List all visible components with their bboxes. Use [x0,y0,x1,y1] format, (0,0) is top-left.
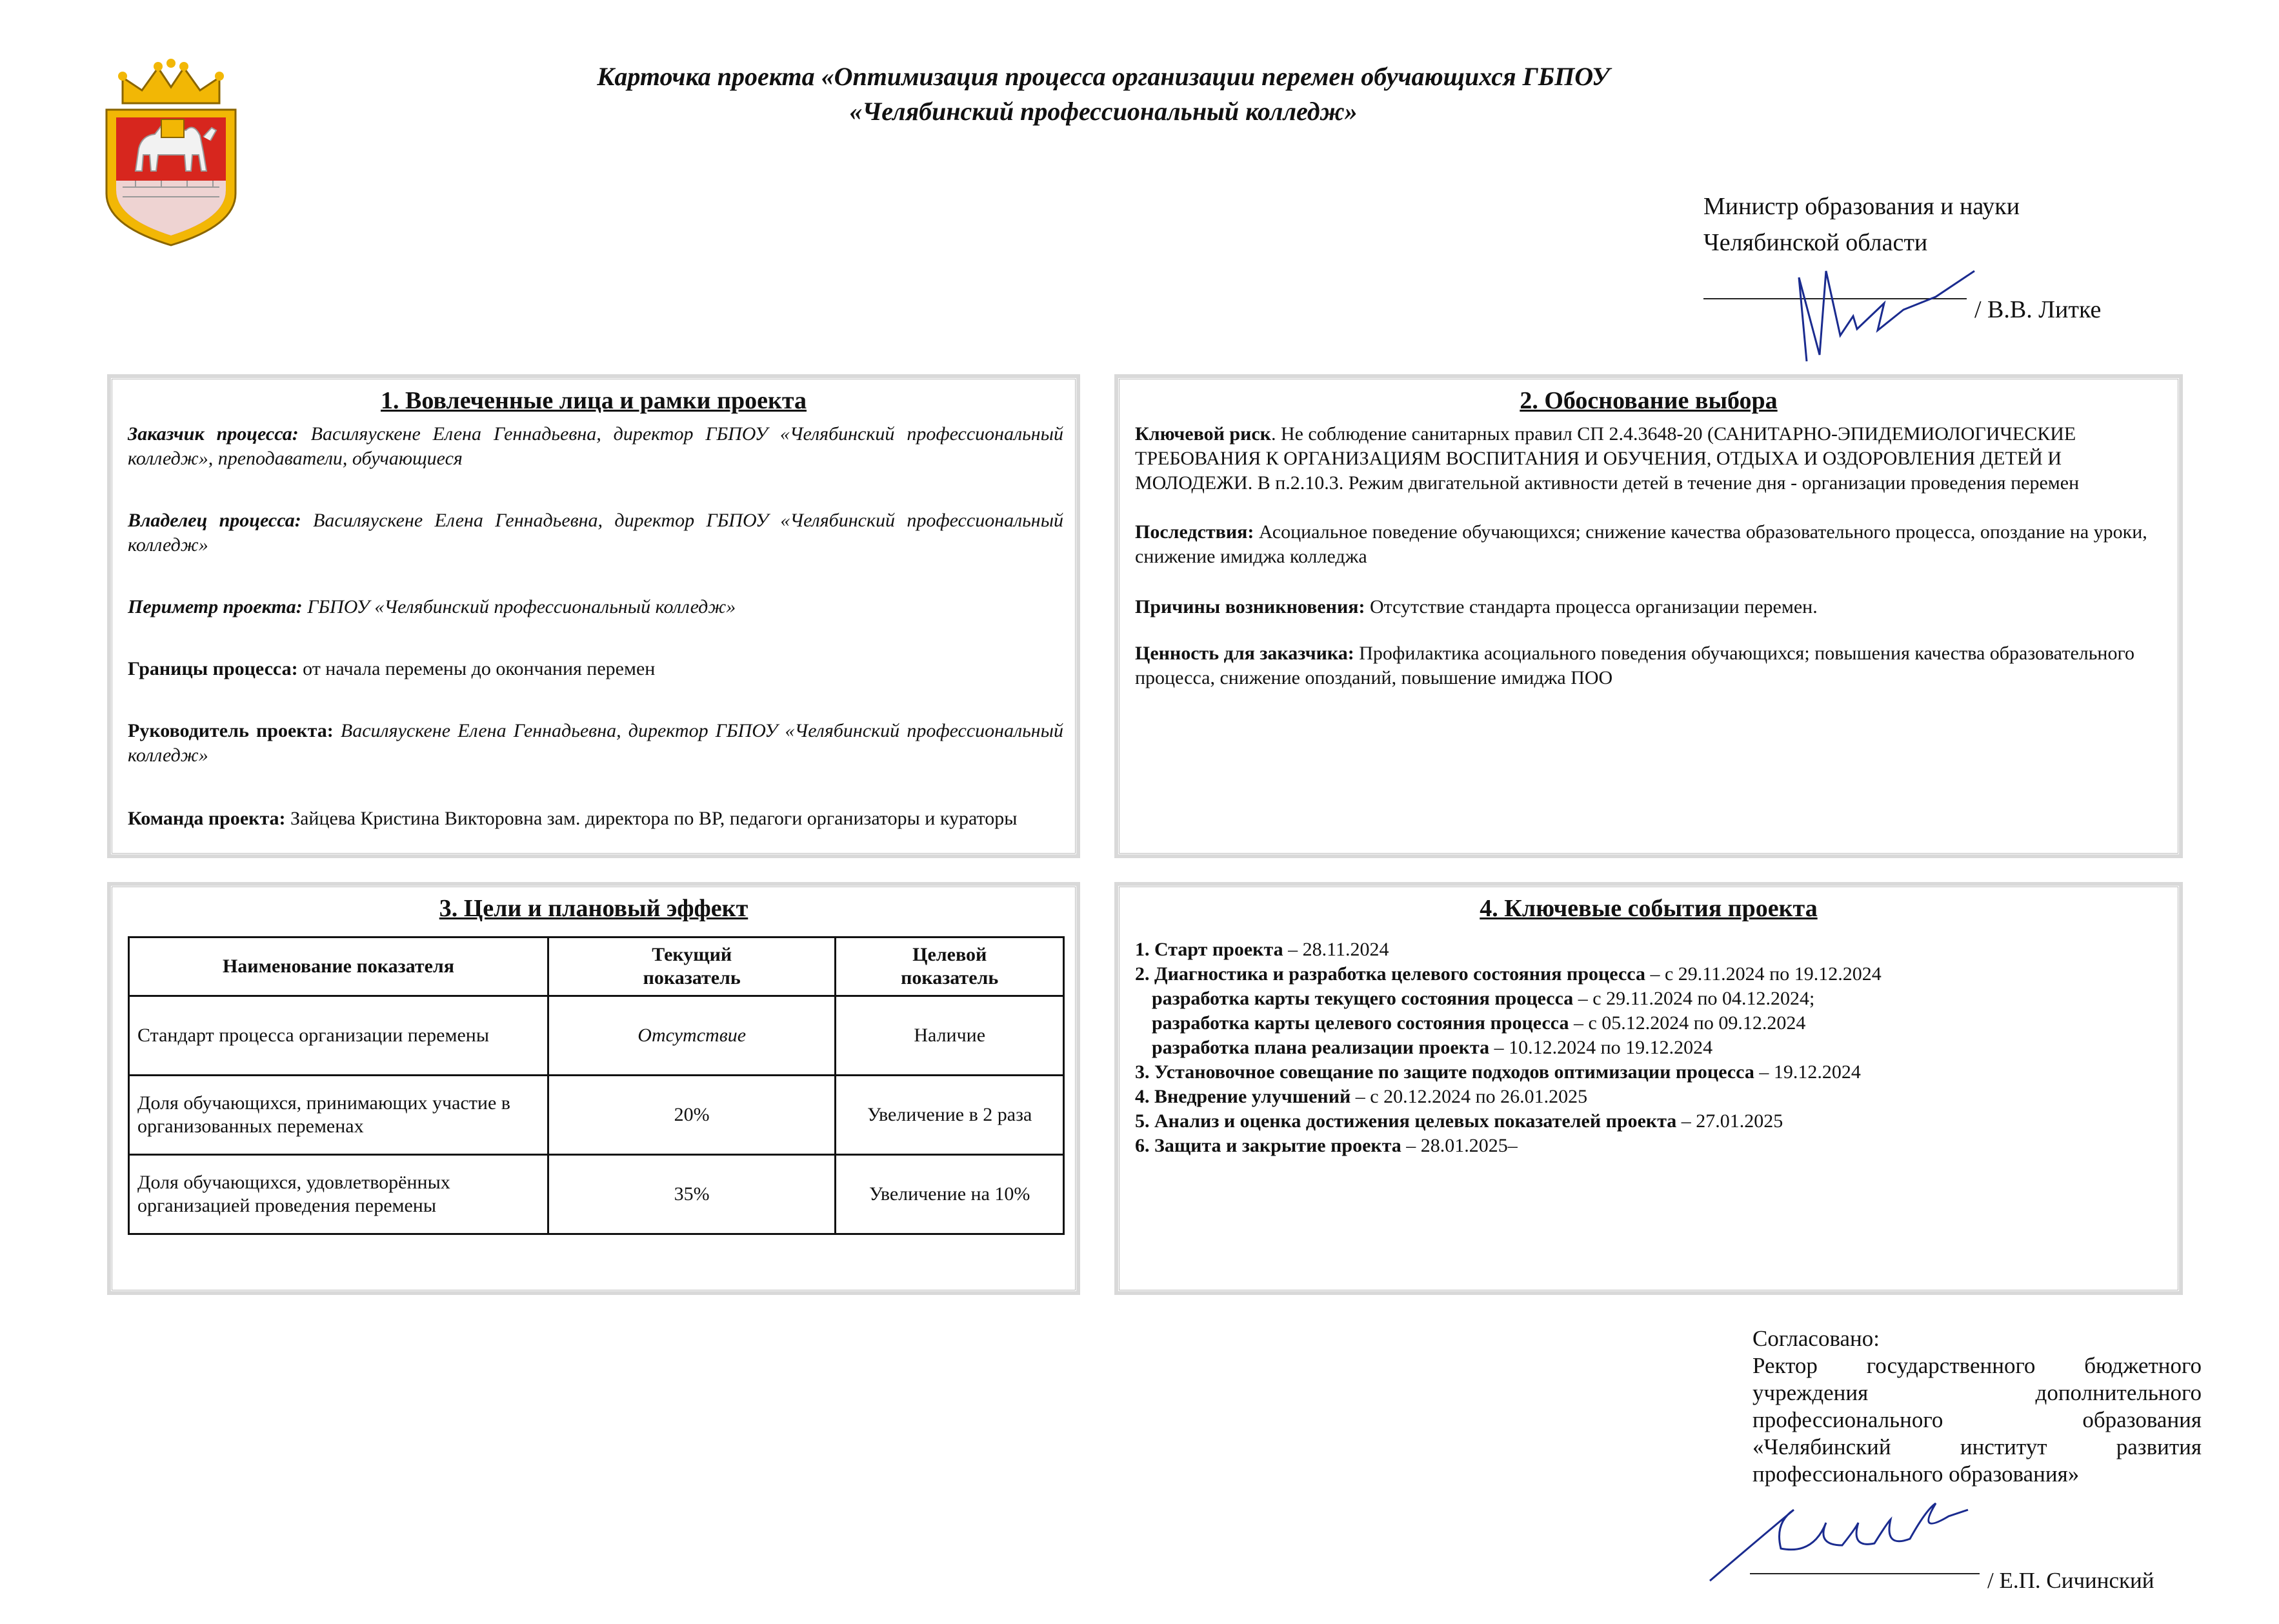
agreed-block [1752,1325,2202,1488]
causes-value: Отсутствие стандарта процесса организации перемен. [1369,596,1818,617]
event-date: – 10.12.2024 по 19.12.2024 [1489,1037,1713,1058]
risk-value: . Не соблюдение санитарных правил СП 2.4.3648-20 (САНИТАРНО-ЭПИДЕМИОЛОГИЧЕСКИЕ ТРЕБОВАНИЯ К ОРГАНИЗАЦИЯМ ВОСПИТАНИЯ И ОБУЧЕНИЯ, ОТДЫХА И ОЗДОРОВЛЕНИЯ ДЕТЕЙ И МОЛОДЕЖИ. В п.2.10.3. Режим двигательной активности детей в течение дня - организации проведения перемен [1135,423,2080,494]
list-item [1135,1036,2167,1060]
bounds-label: Границы процесса: [128,658,298,679]
event-label: 1. Старт проекта [1135,939,1283,960]
approver-line-1: Министр образования и науки [1703,193,2020,220]
owner-value: Василяускене Елена Геннадьевна, директор ГБПОУ «Челябинский профессиональный колледж» [128,510,1064,556]
header-indicator-name: Наименование показателя [129,937,548,996]
agreed-heading: Согласовано: [1752,1326,1880,1351]
title-line-1: Карточка проекта «Оптимизация процесса организации перемен обучающихся ГБПОУ [597,62,1610,91]
agreed-signature [1703,1484,1974,1587]
panel-goals [107,882,1080,1295]
owner-field [128,508,1063,557]
perimeter-value: ГБПОУ «Челябинский профессиональный колледж» [307,596,736,617]
event-date: – с 29.11.2024 по 19.12.2024 [1645,963,1882,985]
agreed-line-2: учреждения дополнительного [1752,1380,2202,1405]
table-header-row [129,937,1064,996]
approver-signature [1781,258,1987,368]
agreed-line-3: профессионального образования [1752,1407,2202,1432]
approver-name: / В.В. Литке [1974,296,2102,323]
bounds-field [128,657,1063,681]
leader-label: Руководитель проекта: [128,720,334,741]
bounds-value: от начала перемены до окончания перемен [303,658,656,679]
event-label: 4. Внедрение улучшений [1135,1086,1351,1107]
perimeter-label: Периметр проекта: [128,596,303,617]
approver-line-2: Челябинской области [1703,229,1928,256]
team-field [128,807,1063,831]
events-list [1135,937,2167,1158]
owner-label: Владелец процесса: [128,510,301,531]
panel-2-title: 2. Обоснование выбора [1520,387,1778,414]
list-item [1135,962,2167,987]
team-label: Команда проекта: [128,808,286,829]
risk-label: Ключевой риск [1135,423,1271,445]
causes-field [1135,595,2167,619]
list-item [1135,937,2167,962]
event-label: разработка карты текущего состояния процесса [1152,988,1574,1009]
table-row [129,1076,1064,1155]
agreed-name: / Е.П. Сичинский [1987,1568,2154,1593]
approver-block [1703,188,2020,261]
list-item [1135,1085,2167,1109]
event-date: – с 20.12.2024 по 26.01.2025 [1350,1086,1588,1107]
event-date: – 27.01.2025 [1676,1110,1783,1132]
event-label: 5. Анализ и оценка достижения целевых показателей проекта [1135,1110,1677,1132]
value-label: Ценность для заказчика: [1135,643,1354,664]
row-2-target: Увеличение в 2 раза [836,1076,1064,1155]
agreed-line-1: Ректор государственного бюджетного [1752,1353,2202,1378]
value-field [1135,641,2167,690]
row-1-target: Наличие [836,996,1064,1076]
table-row [129,996,1064,1076]
perimeter-field [128,595,1063,619]
consequences-field [1135,520,2167,569]
event-date: – 28.11.2024 [1283,939,1389,960]
row-3-current: 35% [548,1155,835,1234]
event-label: разработка плана реализации проекта [1152,1037,1490,1058]
header-current: Текущий показатель [548,937,835,996]
event-label: разработка карты целевого состояния процесса [1152,1012,1569,1034]
chelyabinsk-crest-icon [97,58,245,252]
value-value: Профилактика асоциального поведения обучающихся; повышения качества образовательного процесса, снижение опозданий, повышение имиджа ПОО [1135,643,2135,688]
list-item [1135,987,2167,1011]
panel-stakeholders [107,374,1080,858]
risk-field [1135,422,2167,496]
panel-3-title: 3. Цели и плановый эффект [439,895,748,922]
panel-key-events [1114,882,2183,1295]
list-item [1135,1060,2167,1085]
leader-value: Василяускене Елена Геннадьевна, директор ГБПОУ «Челябинский профессиональный колледж» [128,720,1063,766]
consequences-label: Последствия: [1135,521,1254,543]
goals-table [128,936,1065,1235]
document-title [361,59,1845,129]
event-label: 2. Диагностика и разработка целевого состояния процесса [1135,963,1645,985]
row-2-current: 20% [548,1076,835,1155]
table-row [129,1155,1064,1234]
panel-4-title: 4. Ключевые события проекта [1480,895,1818,922]
event-label: 6. Защита и закрытие проекта [1135,1135,1401,1156]
event-label: 3. Установочное совещание по защите подходов оптимизации процесса [1135,1061,1754,1083]
leader-field [128,719,1063,768]
list-item [1135,1109,2167,1134]
row-1-current: Отсутствие [548,996,835,1076]
row-1-name: Стандарт процесса организации перемены [129,996,548,1076]
panel-justification [1114,374,2183,858]
row-3-name: Доля обучающихся, удовлетворённых организацией проведения перемены [129,1155,548,1234]
event-date: – 19.12.2024 [1754,1061,1861,1083]
list-item [1135,1134,2167,1158]
list-item [1135,1011,2167,1036]
customer-field [128,422,1063,471]
consequences-value: Асоциальное поведение обучающихся; снижение качества образовательного процесса, опоздание на уроки, снижение имиджа колледжа [1135,521,2147,567]
customer-label: Заказчик процесса: [128,423,299,445]
team-value: Зайцева Кристина Викторовна зам. директора по ВР, педагоги организаторы и кураторы [290,808,1018,829]
customer-value: Василяускене Елена Геннадьевна, директор ГБПОУ «Челябинский профессиональный колледж», преподаватели, обучающиеся [128,423,1064,469]
title-line-2: «Челябинский профессиональный колледж» [849,97,1358,126]
panel-1-title: 1. Вовлеченные лица и рамки проекта [380,387,807,414]
agreed-line-5: профессионального образования» [1752,1461,2080,1487]
row-3-target: Увеличение на 10% [836,1155,1064,1234]
event-date: – 28.01.2025– [1401,1135,1518,1156]
causes-label: Причины возникновения: [1135,596,1365,617]
agreed-line-4: «Челябинский институт развития [1752,1434,2202,1459]
event-date: – с 05.12.2024 по 09.12.2024 [1569,1012,1806,1034]
row-2-name: Доля обучающихся, принимающих участие в организованных переменах [129,1076,548,1155]
header-target: Целевой показатель [836,937,1064,996]
event-date: – с 29.11.2024 по 04.12.2024; [1573,988,1815,1009]
